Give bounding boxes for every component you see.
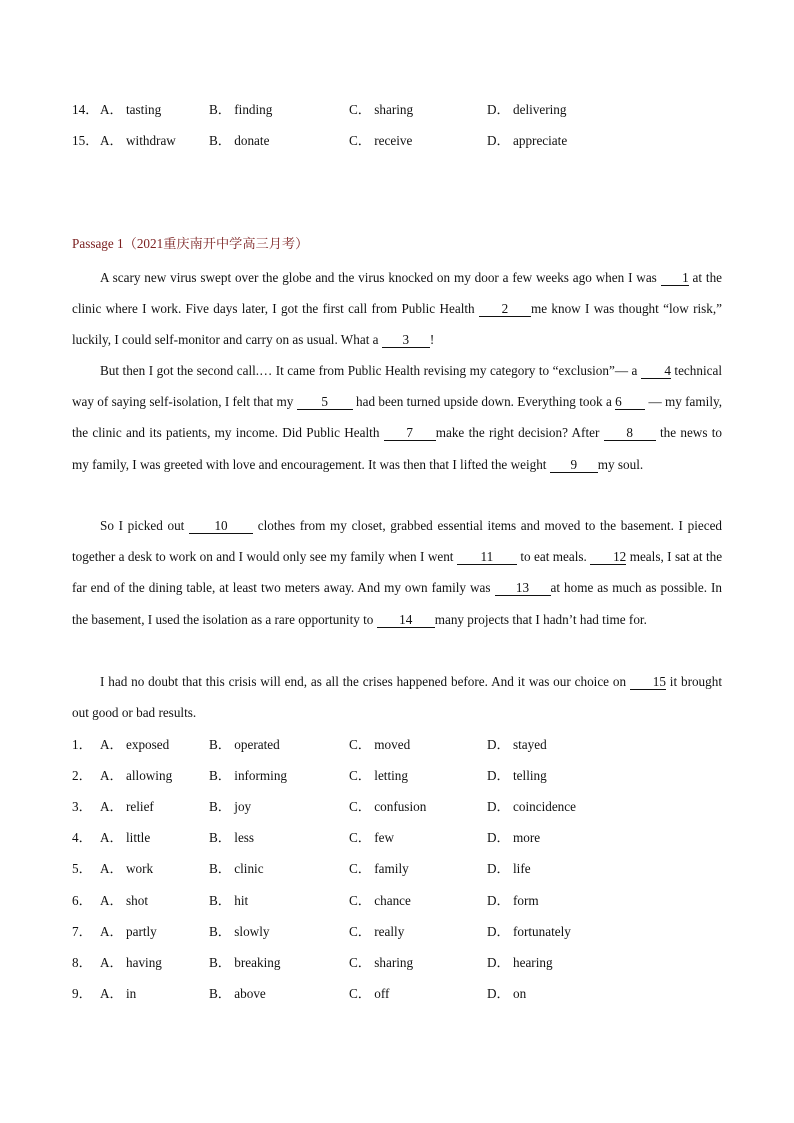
passage-text: But then I got the second call.… It came from Public Health revising my category to “exclusion”— a [100, 363, 638, 378]
option-b: B． slowly [209, 924, 270, 939]
blank-13: 13 [495, 581, 551, 596]
blank-11: 11 [457, 550, 517, 565]
option-c: C． off [349, 986, 390, 1001]
question-number: 6． [72, 893, 92, 908]
passage-title: Passage 1（2021重庆南开中学高三月考） [72, 236, 309, 251]
option-b: B． less [209, 830, 255, 845]
passage-text: — my family, the clinic and its patients, my income. Did Public Health [72, 394, 723, 441]
option-a: A． tasting [100, 102, 162, 117]
passage-text: my soul. [597, 456, 644, 472]
option-d: D． more [487, 830, 541, 845]
option-c: C． family [349, 861, 409, 876]
passage-text: me know I was thought “low risk,” luckily, I could self-monitor and carry on as usual. What a [72, 301, 723, 348]
option-d: D． delivering [487, 102, 567, 117]
option-a: A． little [100, 830, 151, 845]
blank-9: 9 [550, 458, 598, 473]
option-a: A． work [100, 861, 154, 876]
option-c: C． sharing [349, 955, 414, 970]
blank-14: 14 [377, 613, 435, 628]
passage-text: So I picked out [100, 518, 185, 533]
passage-text: I had no doubt that this crisis will end, as all the crises happened before. And it was our choice on [100, 674, 627, 689]
passage-text: technical way of saying self-isolation, I felt that my [72, 363, 722, 410]
question-number: 2． [72, 768, 92, 783]
passage-text: the news to my family, I was greeted with love and encouragement. It was then that I lifted the weight [72, 425, 723, 472]
question-number: 3． [72, 799, 92, 814]
option-c: C． receive [349, 133, 413, 148]
passage-text: at the clinic where I work. Five days later, I got the first call from Public Health [72, 270, 723, 317]
blank-4: 4 [641, 364, 671, 379]
option-c: C． really [349, 924, 405, 939]
passage-text: ! [429, 332, 435, 348]
option-a: A． allowing [100, 768, 173, 783]
option-d: D． coincidence [487, 799, 576, 814]
option-b: B． finding [209, 102, 273, 117]
blank-5: 5 [297, 395, 353, 410]
option-d: D． life [487, 861, 531, 876]
option-d: D． fortunately [487, 924, 571, 939]
option-b: B． breaking [209, 955, 281, 970]
blank-1: 1 [661, 271, 689, 286]
passage-text: clothes from my closet, grabbed essential items and moved to the basement. I pieced together a desk to work on and I would only see my family when I went [72, 518, 723, 565]
option-b: B． informing [209, 768, 288, 783]
option-a: A． partly [100, 924, 157, 939]
option-c: C． confusion [349, 799, 427, 814]
option-c: C． letting [349, 768, 408, 783]
blank-15: 15 [630, 675, 666, 690]
option-a: A． withdraw [100, 133, 176, 148]
option-d: D． telling [487, 768, 547, 783]
option-d: D． stayed [487, 737, 547, 752]
passage-paragraph-2 [72, 355, 722, 480]
passage-paragraph-4 [72, 666, 722, 728]
option-d: D． appreciate [487, 133, 568, 148]
option-a: A． having [100, 955, 162, 970]
option-b: B． donate [209, 133, 270, 148]
passage-paragraph-1 [72, 262, 722, 356]
passage-text: make the right decision? After [435, 425, 600, 441]
question-number: 9． [72, 986, 92, 1001]
blank-3: 3 [382, 333, 430, 348]
option-b: B． clinic [209, 861, 264, 876]
option-a: A． shot [100, 893, 148, 908]
option-b: B． hit [209, 893, 249, 908]
option-b: B． operated [209, 737, 280, 752]
question-number: 4． [72, 830, 92, 845]
blank-7: 7 [384, 426, 436, 441]
option-a: A． in [100, 986, 137, 1001]
blank-8: 8 [604, 426, 656, 441]
option-b: B． joy [209, 799, 252, 814]
option-b: B． above [209, 986, 266, 1001]
option-d: D． hearing [487, 955, 553, 970]
blank-2: 2 [479, 302, 531, 317]
option-c: C． chance [349, 893, 411, 908]
passage-text: many projects that I hadn’t had time for. [434, 611, 647, 627]
passage-text: at home as much as possible. In the basement, I used the isolation as a rare opportunity to [72, 580, 722, 627]
option-c: C． few [349, 830, 395, 845]
option-c: C． moved [349, 737, 411, 752]
passage-text: it brought out good or bad results. [72, 674, 723, 721]
option-d: D． form [487, 893, 539, 908]
option-a: A． relief [100, 799, 154, 814]
option-a: A． exposed [100, 737, 170, 752]
question-number: 8． [72, 955, 92, 970]
blank-10: 10 [189, 519, 253, 534]
passage-text: to eat meals. [520, 549, 587, 565]
question-number: 1． [72, 737, 92, 752]
question-number: 5． [72, 861, 92, 876]
passage-paragraph-3 [72, 510, 722, 635]
passage-text: meals, I sat at the far end of the dining table, at least two meters away. And my own family was [72, 549, 723, 596]
blank-6: 6 [615, 395, 645, 410]
option-d: D． on [487, 986, 527, 1001]
option-c: C． sharing [349, 102, 414, 117]
question-number: 15． [72, 133, 99, 148]
question-number: 14． [72, 102, 99, 117]
passage-text: had been turned upside down. Everything took a [356, 394, 612, 410]
question-number: 7． [72, 924, 92, 939]
passage-text: A scary new virus swept over the globe and the virus knocked on my door a few weeks ago when I was [100, 270, 657, 285]
blank-12: 12 [590, 550, 626, 565]
